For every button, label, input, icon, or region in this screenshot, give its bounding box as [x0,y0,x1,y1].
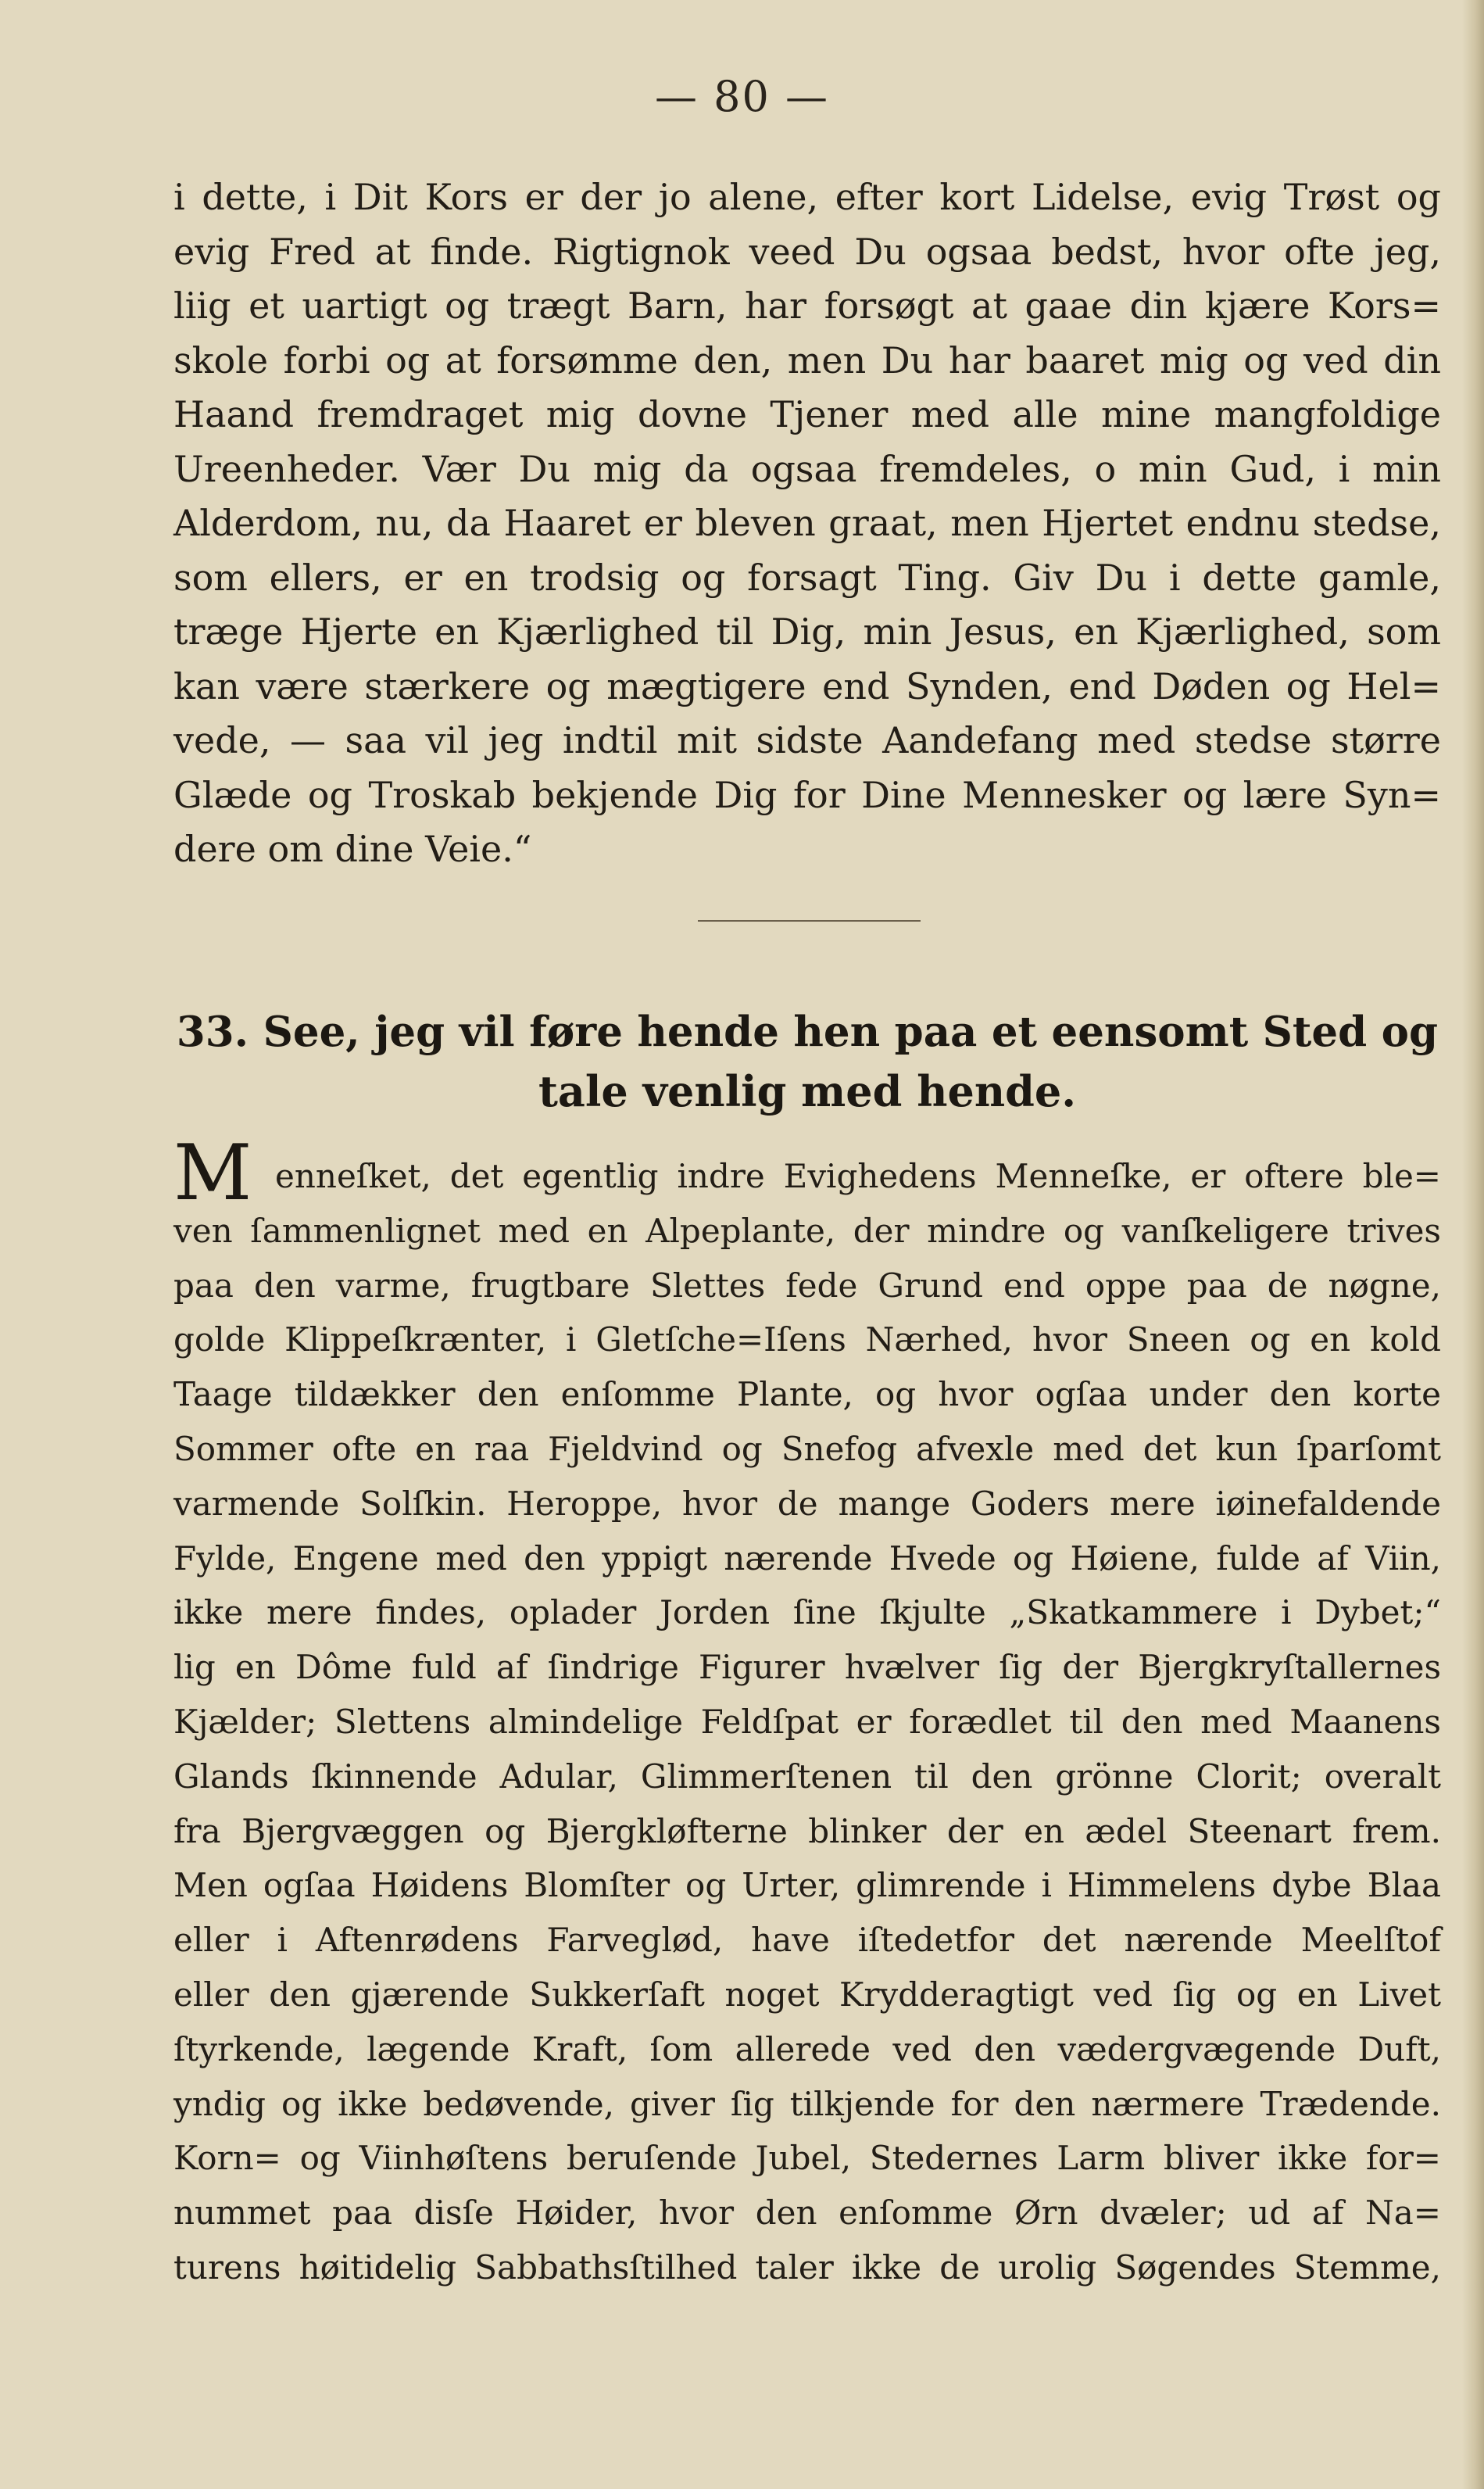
text-line: enneſket, det egentlig indre Evighedens Menneſke, er oftere ble= [275,1157,1441,1195]
prayer-paragraph [173,170,1441,877]
text-line: Haand fremdraget mig dovne Tjener med alle mine mangfoldige [173,393,1441,435]
section-title-part-2: tale venlig med hende. [538,1066,1077,1116]
text-line: varmende Solſkin. Heroppe, hvor de mange Goders mere iøinefaldende [173,1484,1441,1523]
text-line: fra Bjergvæggen og Bjergkløfterne blinker der en ædel Steenart frem. [173,1811,1441,1850]
text-line: træge Hjerte en Kjærlighed til Dig, min Jesus, en Kjærlighed, som [173,611,1441,653]
text-line: kan være stærkere og mægtigere end Synden, end Døden og Hel= [173,664,1441,707]
drop-cap-letter: M [173,1129,252,1218]
page-number: — 80 — [654,72,830,121]
text-line: nummet paa disſe Høider, hvor den enſomme Ørn dvæler; ud af Na= [173,2194,1441,2233]
text-line: Ureenheder. Vær Du mig da ogsaa fremdeles, o min Gud, i min [173,447,1441,490]
text-line: ſtyrkende, lægende Kraft, ſom allerede ved den vædergvægende Duft, [173,2029,1441,2068]
page-spine-shadow [1462,0,1484,2489]
text-line: Sommer ofte en raa Fjeldvind og Snefog afvexle med det kun ſparſomt [173,1429,1441,1468]
text-line: paa den varme, frugtbare Slettes fede Grund end oppe paa de nøgne, [173,1266,1441,1305]
text-line: liig et uartigt og trægt Barn, har forsøgt at gaae din kjære Kors= [173,285,1441,327]
text-line: lig en Dôme fuld af ſindrige Figurer hvælver ſig der Bjergkryſtallernes [173,1648,1441,1687]
text-line: skole forbi og at forsømme den, men Du har baaret mig og ved din [173,338,1441,381]
section-title-part-1: See, jeg vil føre hende hen paa et eensomt Sted og [263,1008,1439,1056]
text-line: vede, — saa vil jeg indtil mit sidste Aandefang med stedse større [173,719,1441,761]
text-line: som ellers, er en trodsig og forsagt Ting. Giv Du i dette gamle, [173,556,1441,599]
body-paragraph [173,1149,1441,2295]
text-line: Kjælder; Slettens almindelige Feldſpat er forædlet til den med Maanens [173,1702,1441,1741]
text-line: Fylde, Engene med den yppigt nærende Hvede og Høiene, fulde af Viin, [173,1538,1441,1578]
text-line: yndig og ikke bedøvende, giver ſig tilkjende for den nærmere Trædende. [173,2084,1441,2123]
text-line: evig Fred at finde. Rigtignok veed Du ogsaa bedst, hvor ofte jeg, [173,230,1441,273]
section-heading-line-1 [173,1002,1441,1062]
section-heading [173,1002,1441,1121]
text-line: ikke mere findes, oplader Jorden ſine ſkjulte „Skatkammere i Dybet;“ [173,1593,1441,1632]
text-line: i dette, i Dit Kors er der jo alene, efter kort Lidelse, evig Trøst og [173,176,1441,218]
text-line: Men ogſaa Høidens Blomſter og Urter, glimrende i Himmelens dybe Blaa [173,1866,1441,1905]
text-line: eller i Aftenrødens Farveglød, have iſtedetfor det nærende Meelſtof [173,1921,1441,1960]
text-line: ven ſammenlignet med en Alpeplante, der mindre og vanſkeligere trives [173,1211,1441,1250]
text-line: Glands ſkinnende Adular, Glimmerſtenen til den grönne Clorit; overalt [173,1757,1441,1796]
text-line: golde Klippeſkrænter, i Gletſche=Iſens Nærhed, hvor Sneen og en kold [173,1320,1441,1359]
text-line: Alderdom, nu, da Haaret er bleven graat, men Hjertet endnu stedse, [173,502,1441,544]
text-line: Taage tildækker den enſomme Plante, og hvor ogſaa under den korte [173,1375,1441,1414]
text-line: Korn= og Viinhøſtens beruſende Jubel, Stedernes Larm bliver ikke for= [173,2139,1441,2178]
section-separator-rule [698,920,921,922]
text-line: Glæde og Troskab bekjende Dig for Dine Mennesker og lære Syn= [173,773,1441,816]
text-line: dere om dine Veie.“ [173,828,532,870]
text-line: eller den gjærende Sukkerſaft noget Krydderagtigt ved ſig og en Livet [173,1975,1441,2014]
section-number: 33. [176,1008,249,1056]
text-line: turens høitidelig Sabbathsſtilhed taler ikke de urolig Søgendes Stemme, [173,2247,1441,2287]
